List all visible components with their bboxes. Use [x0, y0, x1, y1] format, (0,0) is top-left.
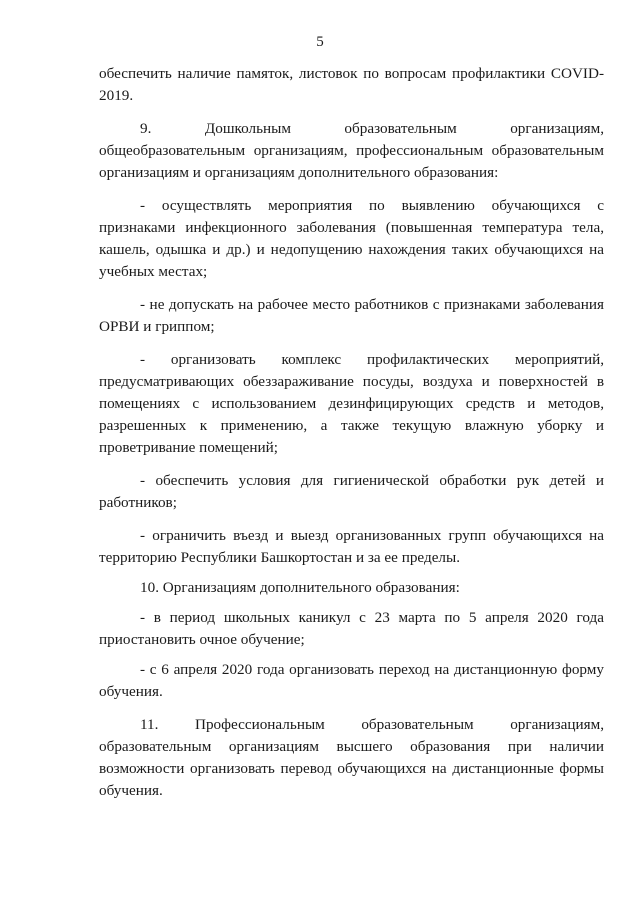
paragraph-restrict-travel: - ограничить въезд и выезд организованных групп обучающихся на территорию Республики Башкортостан и за ее пределы.	[99, 527, 604, 566]
paragraph-item-10: 10. Организациям дополнительного образования:	[140, 579, 460, 596]
document-body	[99, 63, 604, 813]
paragraph-disinfection: - организовать комплекс профилактических мероприятий, предусматривающих обеззараживание посуды, воздуха и поверхностей в помещениях с использованием дезинфицирующих средств и методов, разрешенных к применению, а также текущую влажную уборку и проветривание помещений;	[99, 351, 604, 456]
page-number: 5	[316, 34, 324, 50]
paragraph-suspend-classes: - в период школьных каникул с 23 марта по 5 апреля 2020 года приостановить очное обучение;	[99, 609, 604, 648]
paragraph-distance-learning: - с 6 апреля 2020 года организовать переход на дистанционную форму обучения.	[99, 661, 604, 700]
paragraph-no-sick-workers: - не допускать на рабочее место работников с признаками заболевания ОРВИ и гриппом;	[99, 296, 604, 335]
paragraph-item-9: 9. Дошкольным образовательным организациям, общеобразовательным организациям, профессиональным образовательным организациям и организациям дополнительного образования:	[99, 120, 604, 181]
paragraph-item-11: 11. Профессиональным образовательным организациям, образовательным организациям высшего образования при наличии возможности организовать перевод обучающихся на дистанционные формы обучения.	[99, 716, 604, 799]
paragraph-covid-leaflets: обеспечить наличие памяток, листовок по вопросам профилактики COVID-2019.	[99, 65, 604, 104]
paragraph-hand-hygiene: - обеспечить условия для гигиенической обработки рук детей и работников;	[99, 472, 604, 511]
paragraph-detect-symptoms: - осуществлять мероприятия по выявлению обучающихся с признаками инфекционного заболевания (повышенная температура тела, кашель, одышка и др.) и недопущению нахождения таких обучающихся на учебных местах;	[99, 197, 604, 280]
